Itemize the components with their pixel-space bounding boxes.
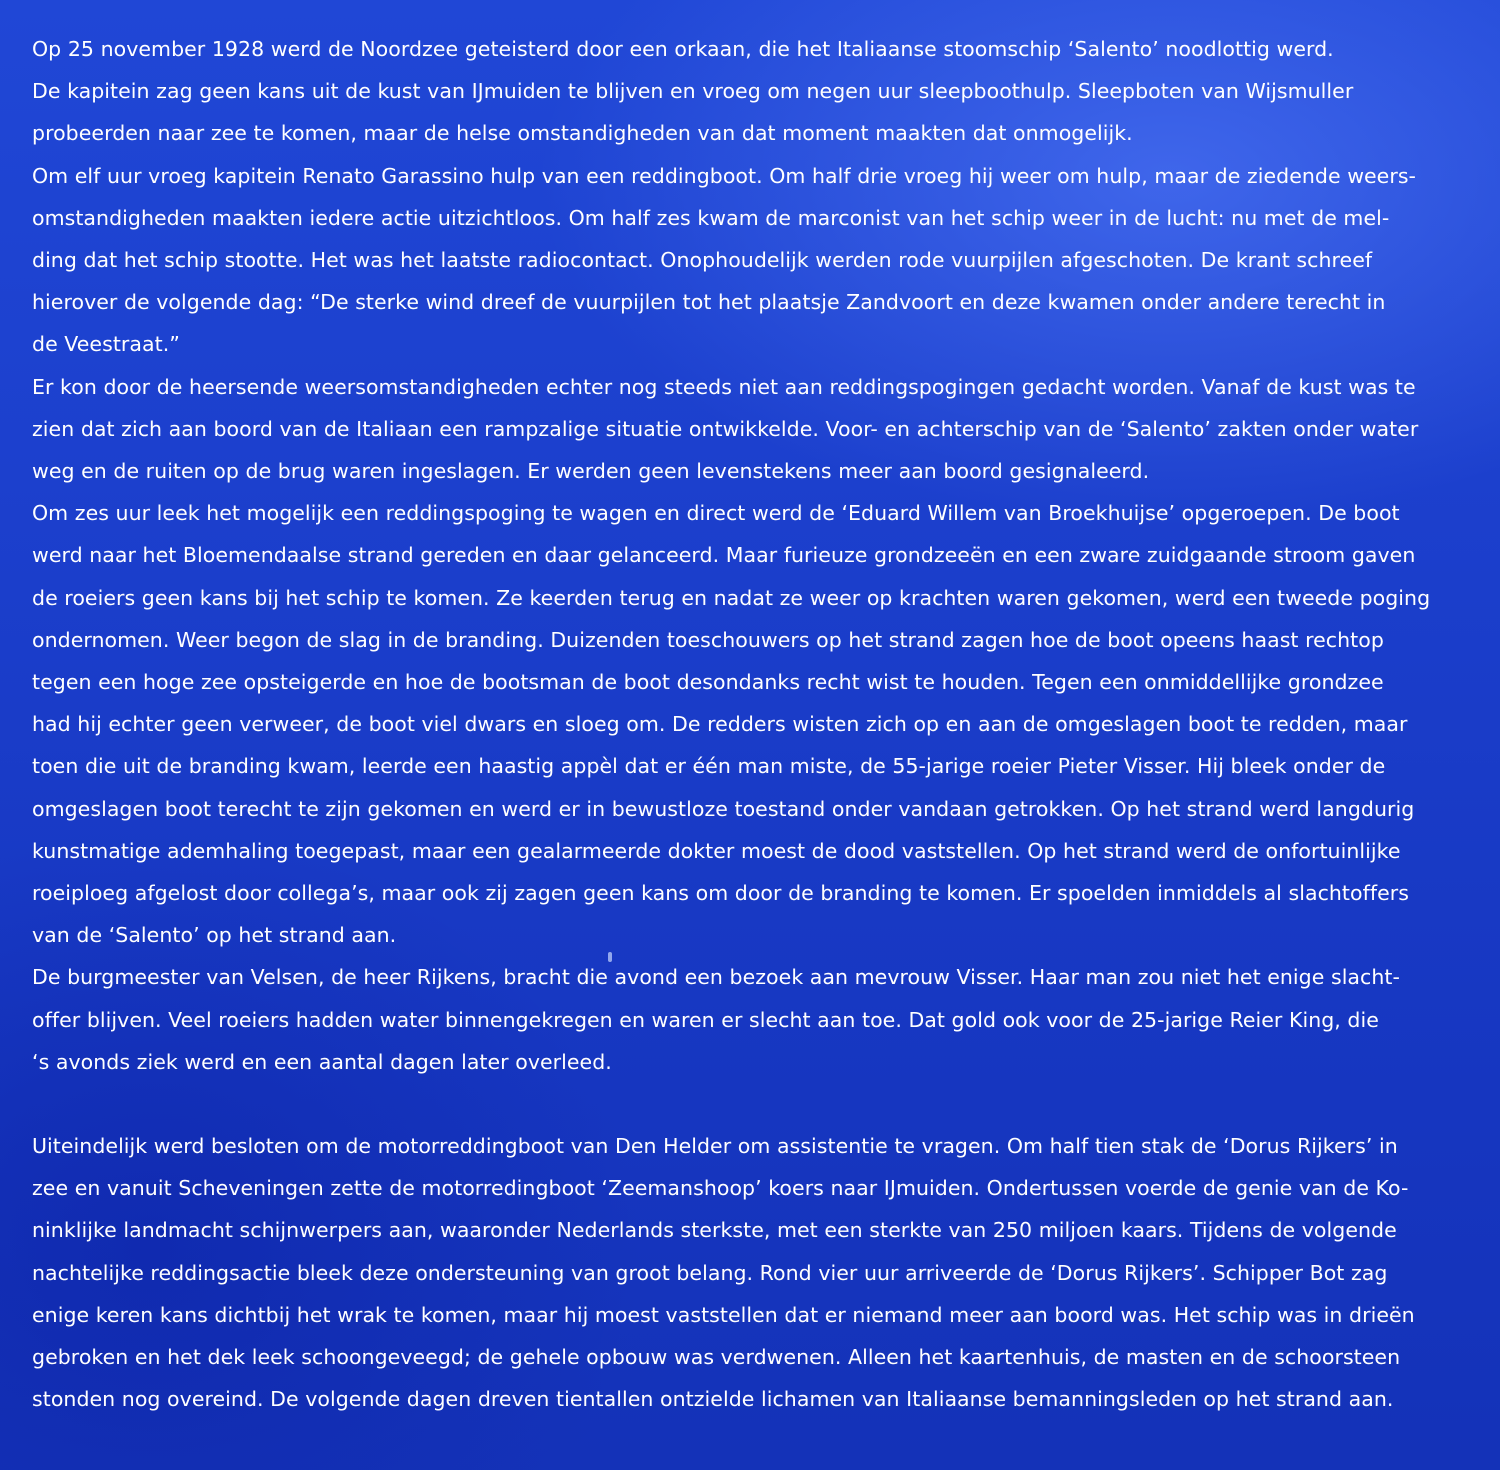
text-line: van de ‘Salento’ op het strand aan. — [32, 923, 397, 948]
text-line: ninklijke landmacht schijnwerpers aan, waaronder Nederlands sterkste, met een sterkte van 250 miljoen kaars. Tijdens de volgende — [32, 1218, 1397, 1243]
text-line: Om elf uur vroeg kapitein Renato Garassino hulp van een reddingboot. Om half drie vroeg hij weer om hulp, maar de ziedende weers- — [32, 163, 1416, 188]
text-line: hierover de volgende dag: “De sterke wind dreef de vuurpijlen tot het plaatsje Zandvoort en deze kwamen onder andere terecht in — [32, 290, 1386, 315]
text-line: stonden nog overeind. De volgende dagen dreven tientallen ontzielde lichamen van Italiaanse bemanningsleden op het strand aan. — [32, 1387, 1394, 1412]
text-block-salento-disaster — [32, 28, 1460, 1083]
text-line: de roeiers geen kans bij het schip te komen. Ze keerden terug en nadat ze weer op krachten waren gekomen, werd een tweede poging — [32, 585, 1431, 610]
text-line: ding dat het schip stootte. Het was het laatste radiocontact. Onophoudelijk werden rode vuurpijlen afgeschoten. De krant schreef — [32, 248, 1373, 273]
text-line: werd naar het Bloemendaalse strand gereden en daar gelanceerd. Maar furieuze grondzeeën en een zware zuidgaande stroom gaven — [32, 543, 1416, 568]
text-line: De burgmeester van Velsen, de heer Rijkens, bracht die avond een bezoek aan mevrouw Visser. Haar man zou niet het enige slacht- — [32, 965, 1400, 990]
text-line: nachtelijke reddingsactie bleek deze ondersteuning van groot belang. Rond vier uur arriveerde de ‘Dorus Rijkers’. Schipper Bot zag — [32, 1260, 1388, 1285]
text-line: kunstmatige ademhaling toegepast, maar een gealarmeerde dokter moest de dood vaststellen. Op het strand werd de onfortuinlijke — [32, 838, 1401, 863]
text-line: Om zes uur leek het mogelijk een reddingspoging te wagen en direct werd de ‘Eduard Willem van Broekhuijse’ opgeroepen. De boot — [32, 501, 1400, 526]
text-line: Op 25 november 1928 werd de Noordzee geteisterd door een orkaan, die het Italiaanse stoomschip ‘Salento’ noodlottig werd. — [32, 37, 1334, 61]
text-line: offer blijven. Veel roeiers hadden water binnengekregen en waren er slecht aan toe. Dat gold ook voor de 25-jarige Reier King, die — [32, 1007, 1379, 1032]
surface-speck — [608, 952, 612, 962]
text-line: roeiploeg afgelost door collega’s, maar ook zij zagen geen kans om door de branding te komen. Er spoelden inmiddels al slachtoffers — [32, 881, 1410, 906]
text-line: Er kon door de heersende weersomstandigheden echter nog steeds niet aan reddingspogingen gedacht worden. Vanaf de kust was te — [32, 374, 1416, 399]
text-line: de Veestraat.” — [32, 332, 180, 357]
text-line: zee en vanuit Scheveningen zette de motorredingboot ‘Zeemanshoop’ koers naar IJmuiden. Ondertussen voerde de genie van de Ko- — [32, 1176, 1409, 1201]
text-line: omstandigheden maakten iedere actie uitzichtloos. Om half zes kwam de marconist van het schip weer in de lucht: nu met de mel- — [32, 205, 1390, 230]
text-line: gebroken en het dek leek schoongeveegd; de gehele opbouw was verdwenen. Alleen het kaartenhuis, de masten en de schoorsteen — [32, 1345, 1401, 1370]
text-line: toen die uit de branding kwam, leerde een haastig appèl dat er één man miste, de 55-jarige roeier Pieter Visser. Hij bleek onder de — [32, 754, 1386, 779]
text-line: had hij echter geen verweer, de boot viel dwars en sloeg om. De redders wisten zich op en aan de omgeslagen boot te redden, maar — [32, 712, 1408, 737]
text-line: zien dat zich aan boord van de Italiaan een rampzalige situatie ontwikkelde. Voor- en achterschip van de ‘Salento’ zakten onder water — [32, 416, 1419, 441]
text-line: tegen een hoge zee opsteigerde en hoe de bootsman de boot desondanks recht wist te houden. Tegen een onmiddellijke grondzee — [32, 670, 1384, 695]
text-line: weg en de ruiten op de brug waren ingeslagen. Er werden geen levenstekens meer aan boord gesignaleerd. — [32, 459, 1150, 484]
text-line: omgeslagen boot terecht te zijn gekomen en werd er in bewustloze toestand onder vandaan getrokken. Op het strand werd langdurig — [32, 796, 1415, 821]
text-line: De kapitein zag geen kans uit de kust van IJmuiden te blijven en vroeg om negen uur sleepboothulp. Sleepboten van Wijsmuller — [32, 79, 1354, 104]
text-line: ondernomen. Weer begon de slag in de branding. Duizenden toeschouwers op het strand zagen hoe de boot opeens haast rechtop — [32, 627, 1384, 652]
text-line: enige keren kans dichtbij het wrak te komen, maar hij moest vaststellen dat er niemand meer aan boord was. Het schip was in drieën — [32, 1302, 1415, 1327]
text-line: probeerden naar zee te komen, maar de helse omstandigheden van dat moment maakten dat onmogelijk. — [32, 121, 1133, 146]
text-block-night-rescue — [32, 1125, 1460, 1420]
text-line: ‘s avonds ziek werd en een aantal dagen later overleed. — [32, 1049, 612, 1074]
text-line: Uiteindelijk werd besloten om de motorreddingboot van Den Helder om assistentie te vragen. Om half tien stak de ‘Dorus Rijkers’ in — [32, 1134, 1398, 1159]
